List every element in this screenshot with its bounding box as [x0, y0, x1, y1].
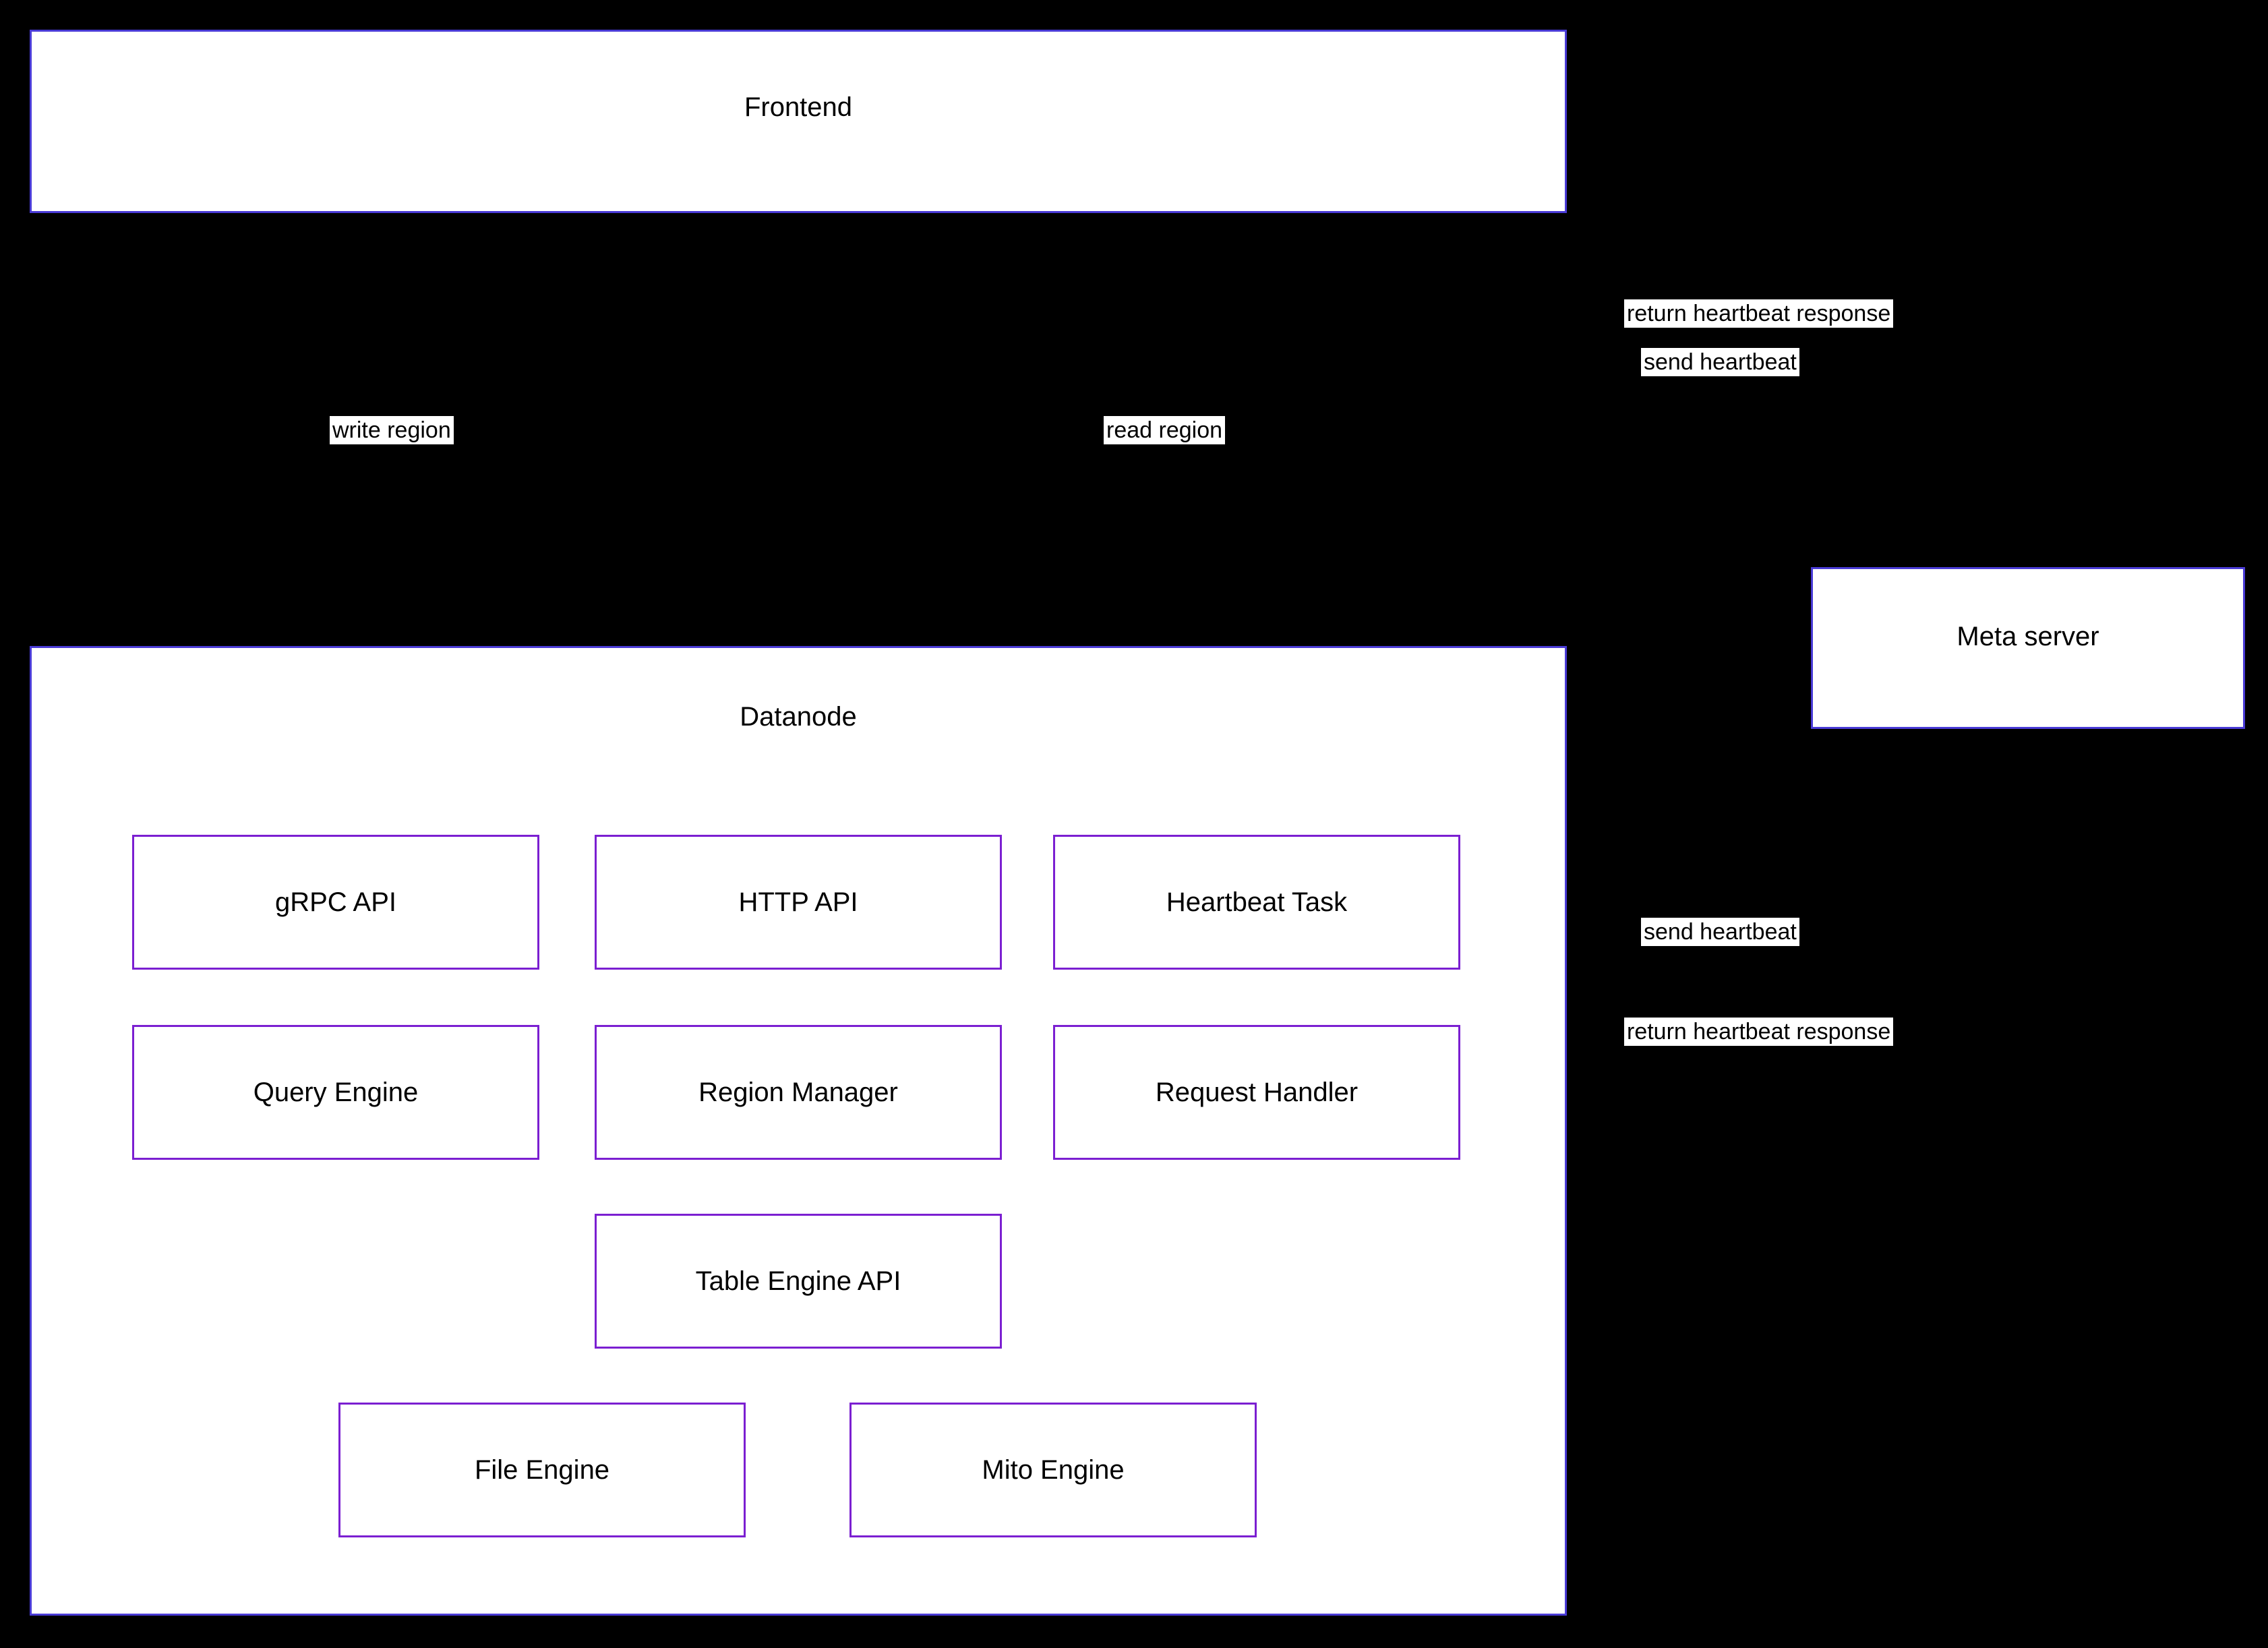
edge-label-send-heartbeat-top: send heartbeat — [1641, 348, 1799, 376]
node-grpc-api[interactable] — [132, 835, 539, 970]
node-heartbeat-task-label: Heartbeat Task — [1166, 887, 1348, 917]
node-mito-engine[interactable] — [849, 1403, 1257, 1537]
node-http-api-label: HTTP API — [738, 887, 858, 917]
node-region-manager[interactable] — [595, 1025, 1002, 1160]
node-file-engine-label: File Engine — [474, 1455, 610, 1485]
node-frontend[interactable] — [30, 30, 1567, 213]
edge-label-read-region: read region — [1104, 416, 1225, 444]
node-file-engine[interactable] — [338, 1403, 746, 1537]
node-table-engine-api[interactable] — [595, 1214, 1002, 1349]
node-http-api[interactable] — [595, 835, 1002, 970]
edge-label-return-heartbeat-response-bottom: return heartbeat response — [1624, 1018, 1893, 1046]
node-query-engine-label: Query Engine — [253, 1078, 419, 1107]
node-heartbeat-task[interactable] — [1053, 835, 1460, 970]
node-meta-server[interactable] — [1811, 567, 2245, 729]
node-meta-server-label: Meta server — [1957, 622, 2099, 651]
node-frontend-label: Frontend — [744, 92, 853, 122]
edge-label-send-heartbeat-bottom: send heartbeat — [1641, 918, 1799, 946]
node-request-handler[interactable] — [1053, 1025, 1460, 1160]
node-mito-engine-label: Mito Engine — [982, 1455, 1125, 1485]
node-query-engine[interactable] — [132, 1025, 539, 1160]
node-region-manager-label: Region Manager — [698, 1078, 898, 1107]
node-table-engine-api-label: Table Engine API — [695, 1266, 901, 1296]
node-request-handler-label: Request Handler — [1155, 1078, 1359, 1107]
node-datanode-label: Datanode — [740, 702, 857, 732]
edge-label-return-heartbeat-response-top: return heartbeat response — [1624, 299, 1893, 328]
edge-label-write-region: write region — [330, 416, 454, 444]
node-grpc-api-label: gRPC API — [274, 887, 397, 917]
